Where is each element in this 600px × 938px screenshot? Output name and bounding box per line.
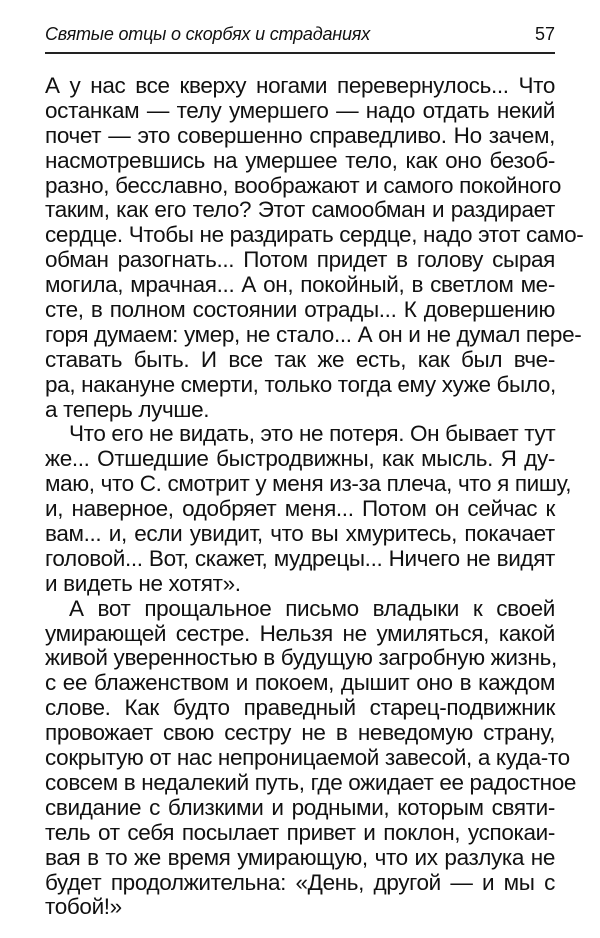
text-line: останкам — телу умершего — надо отдать некий: [45, 97, 555, 123]
text-line: вая в то же время умирающую, что их разлука не: [45, 844, 555, 870]
paragraph: [45, 73, 584, 422]
text-line: разно, бесславно, воображают и самого покойного: [45, 172, 561, 198]
text-line: будет продолжительна: «День, другой — и мы с: [45, 869, 555, 895]
text-line: провожает свою сестру не в неведомую страну,: [45, 720, 555, 746]
running-header: [45, 22, 555, 54]
text-line: тель от себя посылает привет и поклон, успокаи-: [45, 819, 555, 845]
text-line: горя думаем: умер, не стало... А он и не думал пере-: [45, 321, 582, 347]
text-line: сердце. Чтобы не раздирать сердце, надо этот само-: [45, 222, 584, 248]
text-line: совсем в недалекий путь, где ожидает ее радостное: [45, 769, 577, 795]
text-line: А вот прощальное письмо владыки к своей: [69, 595, 555, 621]
paragraph: [45, 595, 577, 921]
text-line: свидание с близкими и родными, которым святи-: [45, 794, 555, 820]
text-line: слове. Как будто праведный старец-подвижник: [45, 695, 555, 721]
text-line: и видеть не хотят».: [45, 570, 241, 596]
text-line: ра, накануне смерти, только тогда ему хуже было,: [45, 371, 556, 397]
text-line: тобой!»: [45, 894, 122, 920]
text-line: с ее блаженством и покоем, дышит оно в каждом: [45, 670, 555, 696]
text-line: сте, в полном состоянии отрады... К довершению: [45, 297, 555, 323]
text-line: насмотревшись на умершее тело, как оно безоб-: [45, 147, 555, 173]
text-line: Что его не видать, это не потеря. Он бывает тут: [69, 421, 556, 447]
text-line: почет — это совершенно справедливо. Но зачем,: [45, 122, 555, 148]
text-line: и, наверное, одобряет меня... Потом он сейчас к: [45, 496, 555, 522]
text-line: могила, мрачная... А он, покойный, в светлом ме-: [45, 272, 555, 298]
text-line: а теперь лучше.: [45, 396, 210, 422]
paragraph: [45, 421, 572, 596]
text-line: живой уверенностью в будущую загробную жизнь,: [45, 645, 557, 671]
text-line: ставать быть. И все так же есть, как был вче-: [45, 346, 555, 372]
running-header-title: Святые отцы о скорбях и страданиях: [45, 24, 370, 44]
text-line: вам... и, если увидит, что вы хмуритесь, покачает: [45, 521, 555, 547]
text-line: сокрытую от нас непроницаемой завесой, а куда-то: [45, 745, 570, 771]
text-line: А у нас все кверху ногами перевернулось... Что: [45, 73, 555, 98]
text-line: маю, что С. смотрит у меня из-за плеча, что я пишу,: [45, 471, 572, 497]
page-number: 57: [534, 24, 555, 44]
text-line: таким, как его тело? Этот самообман и раздирает: [45, 197, 555, 223]
body-text: [45, 73, 584, 920]
text-line: же... Отшедшие быстродвижны, как мысль. Я ду-: [45, 446, 555, 472]
text-line: головой... Вот, скажет, мудрецы... Ничего не видят: [45, 545, 555, 571]
text-line: обман разогнать... Потом придет в голову сырая: [45, 247, 555, 273]
text-line: умирающей сестре. Нельзя не умиляться, какой: [45, 620, 555, 646]
